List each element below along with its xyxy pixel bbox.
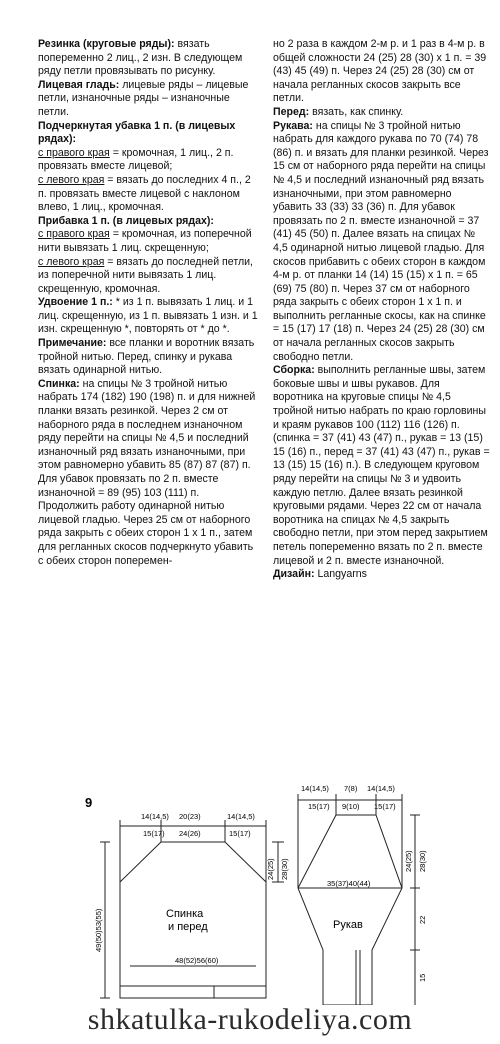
paragraph — [273, 364, 491, 568]
paragraph-title: Дизайн: — [273, 568, 315, 581]
paragraph-title: Лицевая гладь: — [38, 78, 120, 91]
paragraph-title: Резинка (круговые ряды): — [38, 38, 175, 50]
paragraph-text: = вязать до последней петли, из поперечной нити вывязать 1 лиц. скрещенную, кромочная. — [38, 255, 253, 295]
paragraph-text: = кромочная, из поперечной нити вывязать 1 лиц. скрещенную; — [38, 228, 252, 254]
paragraph — [273, 568, 491, 582]
sleeve-width-label: 35(37)40(44) — [327, 879, 371, 888]
body-width-label: 48(52)56(60) — [175, 956, 219, 965]
diagram-number: 9 — [85, 795, 93, 810]
paragraph-text: на спицы № 3 тройной нитью набрать 174 (182) 190 (198) п. и для нижней планки вязать резинкой. Через 2 см от наборного ряда в последнем изнаночном ряду перейти на спицы № 4,5 и последний изнаночный ряд вязать изнаночными, при этом равномерно убавить 85 (87) 87 (87) п. Для убавок провязать по 2 п. вместе изнаночной = 89 (95) 103 (111) п. Продолжить работу одинарной нитью лицевой гладью. Через 25 см от наборного ряда закрыть с обеих сторон 1 х 1 п., затем для регланных скосов подчеркнуто убавить с обеих сторон поперемен- — [38, 377, 256, 567]
paragraph-underlined: с левого края — [38, 173, 105, 186]
paragraph-underlined: с правого края — [38, 228, 110, 241]
paragraph — [38, 215, 258, 229]
paragraph — [38, 174, 258, 215]
body-armhole-label: 28(30) — [280, 858, 289, 880]
paragraph — [38, 147, 258, 174]
paragraph — [38, 38, 258, 79]
body-top-left-label: 15(17) — [143, 829, 165, 838]
body-armhole-label: 24(25) — [266, 858, 275, 880]
paragraph — [38, 120, 258, 147]
paragraph-underlined: с левого края — [38, 255, 105, 268]
sleeve-piece — [298, 794, 420, 1005]
paragraph-title: Подчеркнутая убавка 1 п. (в лицевых рядах): — [38, 119, 236, 146]
sleeve-cuff-label: 15 — [418, 973, 427, 982]
sleeve-top-mid-label: 7(8) — [344, 784, 358, 793]
paragraph-text: выполнить регланные швы, затем боковые швы и швы рукавов. Для воротника на круговые спицы № 4,5 тройной нитью набрать по краю горловины и краям рукавов 100 (112) 116 (126) п. (спинка = 37 (41) 43 (47) п., рукав = 13 (15) 15 (16) п., перед = 37 (41) 43 (47) п., рукав = 13 (15) 15 (16) п.). В следующем круговом ряду перейти на спицы № 3 и удвоить каждую петлю. Далее вязать резинкой круговыми рядами. Через 22 см от начала воротника на спицах № 4,5 закрыть свободно петли, при этом перед закрытием петель попеременно вязать по 2 п. вместе лицевой и 2 п. вместе изнаночной. — [273, 364, 490, 567]
paragraph — [273, 106, 491, 120]
sleeve-outline — [298, 815, 402, 1005]
sleeve-cap-label: 28(30) — [418, 850, 427, 872]
paragraph-text: все планки и воротник вязать тройной нитью. Перед, спинку и рукава вязать одинарной нитью. — [38, 337, 255, 377]
sleeve-top-right-label: 14(14,5) — [367, 784, 395, 793]
sleeve-top-left-label: 15(17) — [308, 802, 330, 811]
paragraph — [38, 228, 258, 255]
sleeve-top-right-label: 15(17) — [374, 802, 396, 811]
body-outline — [120, 842, 266, 998]
paragraph-text: вязать попеременно 2 лиц., 2 изн. В следующем ряду петли провязывать по рисунку. — [38, 38, 243, 78]
paragraph-underlined: с правого края — [38, 146, 110, 159]
body-top-right-label: 14(14,5) — [227, 812, 255, 821]
sleeve-top-left-label: 14(14,5) — [301, 784, 329, 793]
paragraph-text: на спицы № 3 тройной нитью набрать для каждого рукава по 70 (74) 78 (86) п. и вязать для планки резинкой. Через 15 см от наборного ряда перейти на спицы № 4,5 и последний изнаночный ряд вязать изнаночными, при этом равномерно убавить 33 (33) 33 (36) п. Для убавок провязать по 2 п. вместе изнаночной = 37 (41) 45 (50) п. Далее вязать на спицах № 4,5 одинарной нитью лицевой гладью. Для скосов прибавить с обеих сторон в каждом 4-м р. от планки 14 (14) 15 (15) х 1 п. = 65 (69) 75 (80) п. Через 37 см от наборного ряда закрыть с обеих сторон 1 х 1 п. и выполнить регланные скосы, как на спинке = 15 (17) 17 (18) п. Через 24 (25) 28 (30) см от начала регланных скосов закрыть свободно петли. — [273, 119, 489, 363]
paragraph — [38, 378, 258, 568]
body-label: Спинка — [166, 908, 204, 920]
paragraph — [38, 79, 258, 120]
body-top-left-label: 14(14,5) — [141, 812, 169, 821]
body-top-right-label: 15(17) — [229, 829, 251, 838]
paragraph-text: но 2 раза в каждом 2-м р. и 1 раз в 4-м р. в общей сложности 24 (25) 28 (30) х 1 п. = 39 (43) 45 (49) п. Через 24 (25) 28 (30) см от начала регланных скосов закрыть все петли. — [273, 38, 487, 105]
paragraph — [38, 296, 258, 337]
text-column-right — [273, 38, 491, 582]
body-top-mid-label: 20(23) — [179, 812, 201, 821]
paragraph-text: вязать, как спинку. — [309, 105, 404, 118]
paragraph-title: Перед: — [273, 105, 310, 118]
paragraph-text: лицевые ряды – лицевые петли, изнаночные ряды – изнаночные петли. — [38, 78, 249, 118]
paragraph — [273, 38, 491, 106]
paragraph — [273, 120, 491, 365]
body-top-mid-label: 24(26) — [179, 829, 201, 838]
paragraph-text: Langyarns — [314, 568, 367, 581]
body-height-label: 49(50)53(55) — [94, 908, 103, 952]
paragraph-title: Прибавка 1 п. (в лицевых рядах): — [38, 214, 214, 227]
paragraph-text: * из 1 п. вывязать 1 лиц. и 1 лиц. скрещенную, из 1 п. вывязать 1 изн. и 1 изн. скрещенную *, повторять от * до *. — [38, 296, 258, 336]
sleeve-label: Рукав — [333, 919, 363, 931]
paragraph-text: = вязать до последних 4 п., 2 п. провязать вместе лицевой с наклоном влево, 1 лиц., кромочная. — [38, 173, 251, 214]
paragraph-title: Сборка: — [273, 364, 315, 377]
paragraph-title: Удвоение 1 п.: — [38, 296, 113, 309]
text-column-left — [38, 38, 258, 568]
sleeve-cap-label: 24(25) — [404, 850, 413, 872]
sleeve-top-mid-label: 9(10) — [342, 802, 360, 811]
paragraph — [38, 337, 258, 378]
paragraph — [38, 256, 258, 297]
sleeve-mid-label: 22 — [418, 915, 427, 924]
paragraph-title: Спинка: — [38, 377, 80, 390]
pattern-schematic — [0, 780, 500, 1005]
watermark: shkatulka-rukodeliya.com — [87, 1003, 413, 1036]
paragraph-title: Рукава: — [273, 119, 313, 132]
body-label: и перед — [168, 921, 208, 933]
paragraph-title: Примечание: — [38, 337, 107, 350]
paragraph-text: = кромочная, 1 лиц., 2 п. провязать вместе лицевой; — [38, 146, 234, 173]
